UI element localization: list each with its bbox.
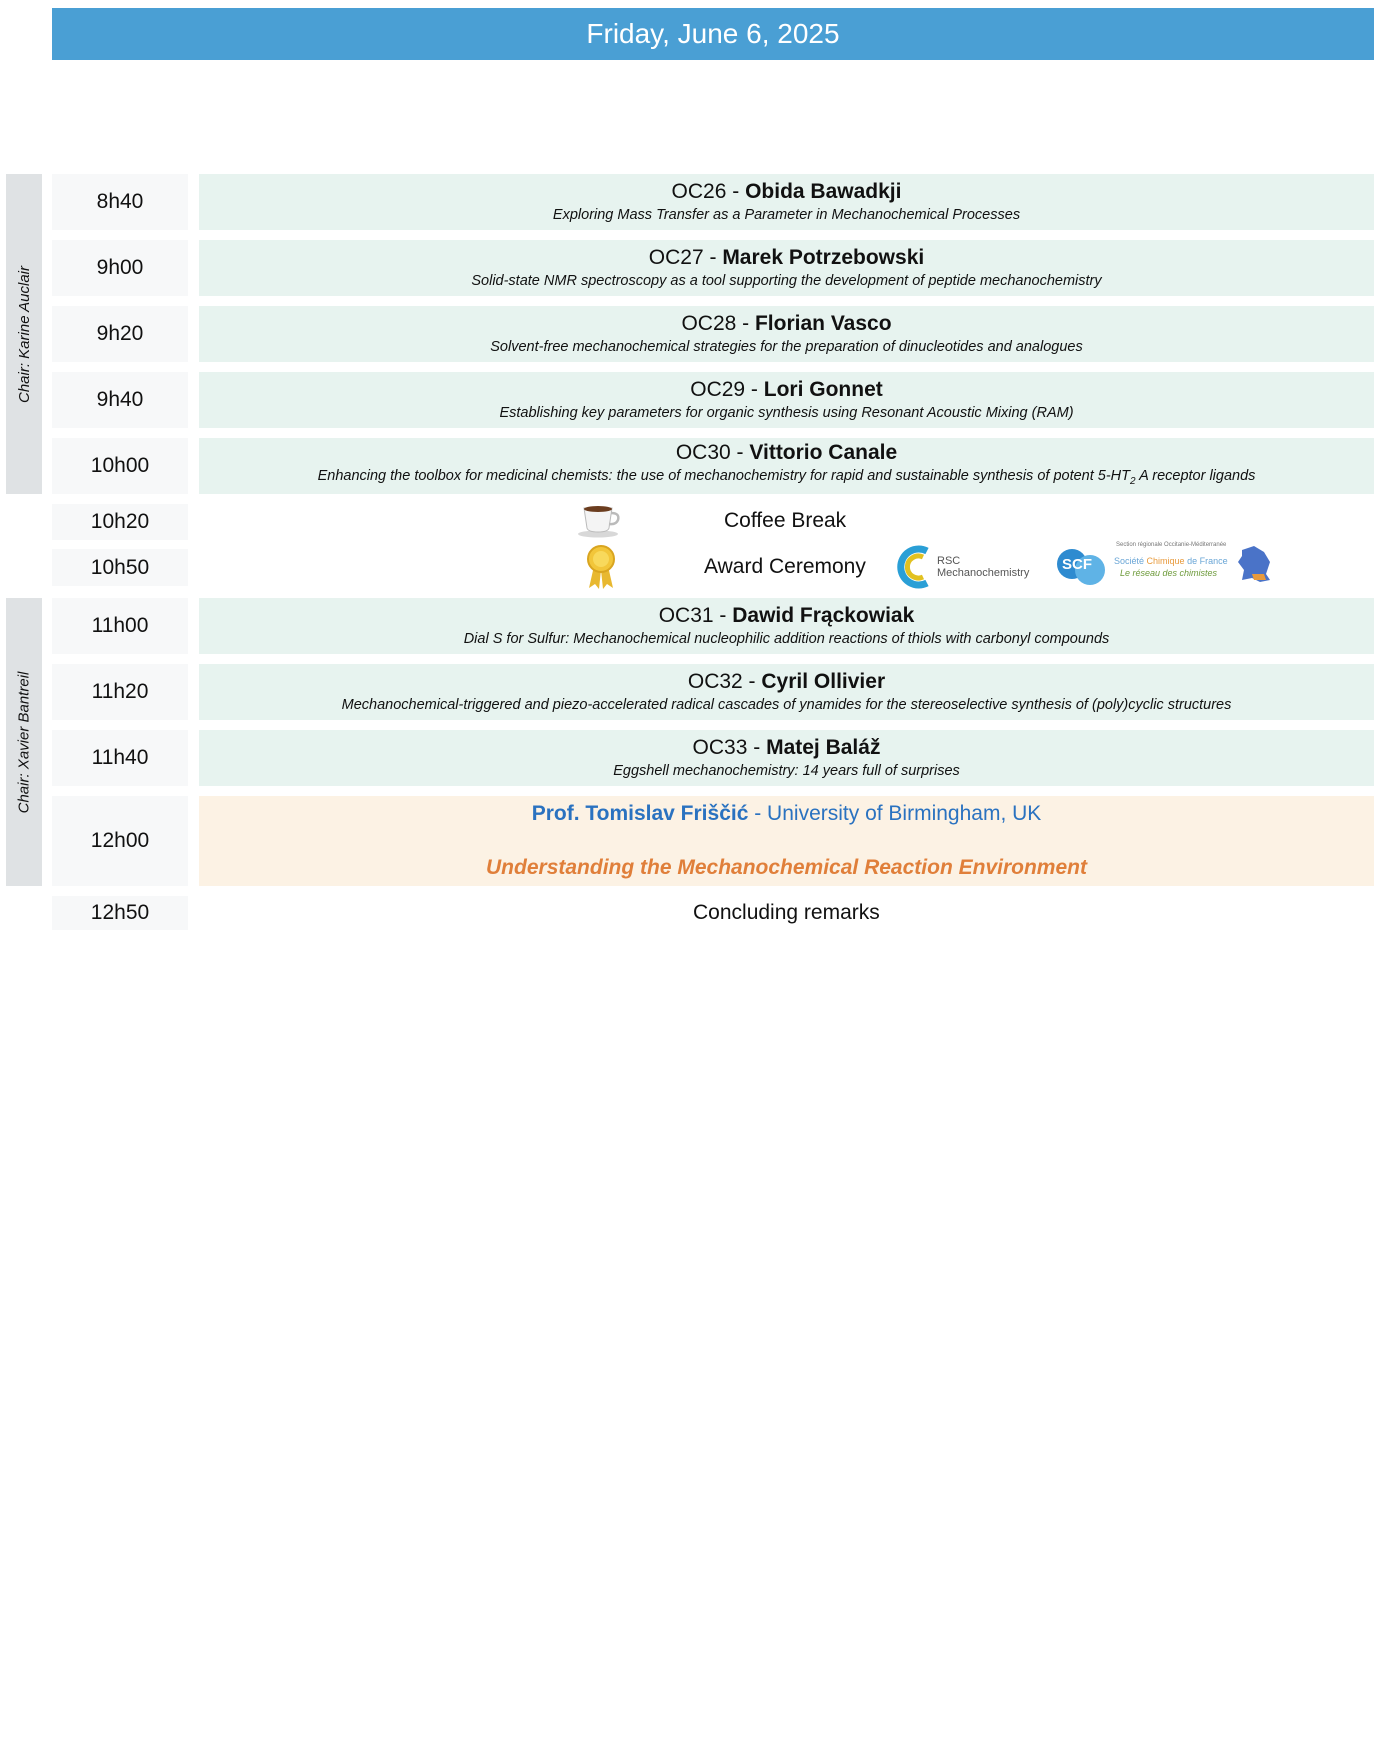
talk-row bbox=[199, 372, 1374, 428]
talk-speaker: Lori Gonnet bbox=[763, 378, 883, 401]
talk-heading bbox=[649, 245, 924, 271]
talk-speaker: Matej Baláž bbox=[766, 736, 881, 759]
keynote-affiliation: - University of Birmingham, UK bbox=[748, 802, 1042, 825]
time-cell: 8h40 bbox=[52, 174, 188, 230]
talk-code: OC32 - bbox=[687, 670, 762, 693]
time-cell: 10h20 bbox=[52, 504, 188, 540]
day-title: Friday, June 6, 2025 bbox=[586, 18, 840, 49]
time-cell: 9h00 bbox=[52, 240, 188, 296]
talk-speaker: Dawid Frąckowiak bbox=[732, 604, 915, 627]
talk-title-text: Enhancing the toolbox for medicinal chemists: the use of mechanochemistry for rapid and sustainable synthesis of potent 5-HT bbox=[317, 468, 1131, 485]
time-cell: 10h00 bbox=[52, 438, 188, 494]
talk-title: Solvent-free mechanochemical strategies for the preparation of dinucleotides and analogues bbox=[490, 339, 1083, 355]
talk-heading bbox=[688, 669, 885, 695]
talk-row bbox=[199, 730, 1374, 786]
keynote-speaker: Prof. Tomislav Friščić bbox=[531, 802, 749, 825]
talk-title: Mechanochemical-triggered and piezo-accelerated radical cascades of ynamides for the stereoselective synthesis of (poly)cyclic structures bbox=[341, 697, 1232, 713]
award-ceremony-label: Award Ceremony bbox=[704, 555, 866, 578]
time-cell: 12h00 bbox=[52, 796, 188, 886]
rsc-logo-line: Mechanochemistry bbox=[937, 567, 1030, 579]
talk-heading bbox=[681, 311, 891, 337]
talk-row bbox=[199, 664, 1374, 720]
chair-bar-session-2 bbox=[6, 598, 42, 886]
award-ribbon-icon bbox=[585, 544, 617, 590]
scf-mark-text: SCF bbox=[1062, 556, 1092, 573]
talk-title: Solid-state NMR spectroscopy as a tool supporting the development of peptide mechanochemistry bbox=[471, 273, 1102, 289]
talk-code: OC29 - bbox=[690, 378, 764, 401]
talk-row bbox=[199, 598, 1374, 654]
france-map-icon bbox=[1234, 544, 1274, 584]
talk-heading bbox=[676, 440, 897, 466]
time-cell: 11h40 bbox=[52, 730, 188, 786]
time-cell: 11h00 bbox=[52, 598, 188, 654]
talk-code: OC26 - bbox=[671, 180, 746, 203]
time-cell: 10h50 bbox=[52, 549, 188, 586]
talk-row bbox=[199, 240, 1374, 296]
talk-title-text: A receptor ligands bbox=[1139, 468, 1256, 485]
rsc-mechanochemistry-logo bbox=[895, 543, 1030, 591]
talk-title: Eggshell mechanochemistry: 14 years full of surprises bbox=[613, 763, 960, 779]
keynote-speaker-line bbox=[199, 802, 1374, 826]
time-cell: 12h50 bbox=[52, 896, 188, 930]
scf-logo bbox=[1056, 540, 1276, 592]
keynote-title: Understanding the Mechanochemical Reaction Environment bbox=[486, 856, 1087, 879]
talk-title: Exploring Mass Transfer as a Parameter in Mechanochemical Processes bbox=[552, 207, 1021, 223]
talk-code: OC31 - bbox=[658, 604, 733, 627]
talk-title: Establishing key parameters for organic synthesis using Resonant Acoustic Mixing (RAM) bbox=[499, 405, 1074, 421]
talk-heading bbox=[659, 603, 915, 629]
talk-code: OC28 - bbox=[681, 312, 755, 335]
rsc-logo-line: RSC bbox=[937, 555, 961, 567]
talk-heading bbox=[693, 735, 881, 761]
scf-region-text: Section régionale Occitanie-Méditerranée bbox=[1116, 542, 1227, 548]
talk-speaker: Vittorio Canale bbox=[749, 441, 898, 465]
talk-title bbox=[318, 466, 1256, 492]
talk-speaker: Obida Bawadkji bbox=[745, 180, 902, 203]
chair-label: Chair: Xavier Bantreil bbox=[15, 671, 33, 813]
talk-heading bbox=[690, 377, 883, 403]
time-cell: 11h20 bbox=[52, 664, 188, 720]
talk-code: OC30 - bbox=[675, 441, 750, 465]
talk-row bbox=[199, 438, 1374, 494]
scf-name-text: Société Chimique de France bbox=[1114, 556, 1228, 566]
talk-title: Dial S for Sulfur: Mechanochemical nucleophilic addition reactions of thiols with carbonyl compounds bbox=[463, 631, 1110, 647]
chair-label: Chair: Karine Auclair bbox=[15, 265, 33, 403]
concluding-remarks-label: Concluding remarks bbox=[693, 901, 880, 924]
time-cell: 9h40 bbox=[52, 372, 188, 428]
time-cell: 9h20 bbox=[52, 306, 188, 362]
talk-title-subscript: 2 bbox=[1130, 475, 1136, 487]
day-header bbox=[52, 8, 1374, 60]
talk-speaker: Florian Vasco bbox=[754, 312, 892, 335]
keynote-block bbox=[199, 796, 1374, 886]
talk-code: OC33 - bbox=[692, 736, 767, 759]
talk-speaker: Marek Potrzebowski bbox=[722, 246, 925, 269]
coffee-cup-icon bbox=[576, 502, 624, 538]
chair-bar-session-1 bbox=[6, 174, 42, 494]
coffee-break-label: Coffee Break bbox=[724, 509, 847, 532]
talk-row bbox=[199, 174, 1374, 230]
talk-speaker: Cyril Ollivier bbox=[761, 670, 886, 693]
scf-tagline-text: Le réseau des chimistes bbox=[1120, 568, 1218, 578]
talk-row bbox=[199, 306, 1374, 362]
talk-heading bbox=[672, 179, 902, 205]
talk-code: OC27 - bbox=[648, 246, 723, 269]
